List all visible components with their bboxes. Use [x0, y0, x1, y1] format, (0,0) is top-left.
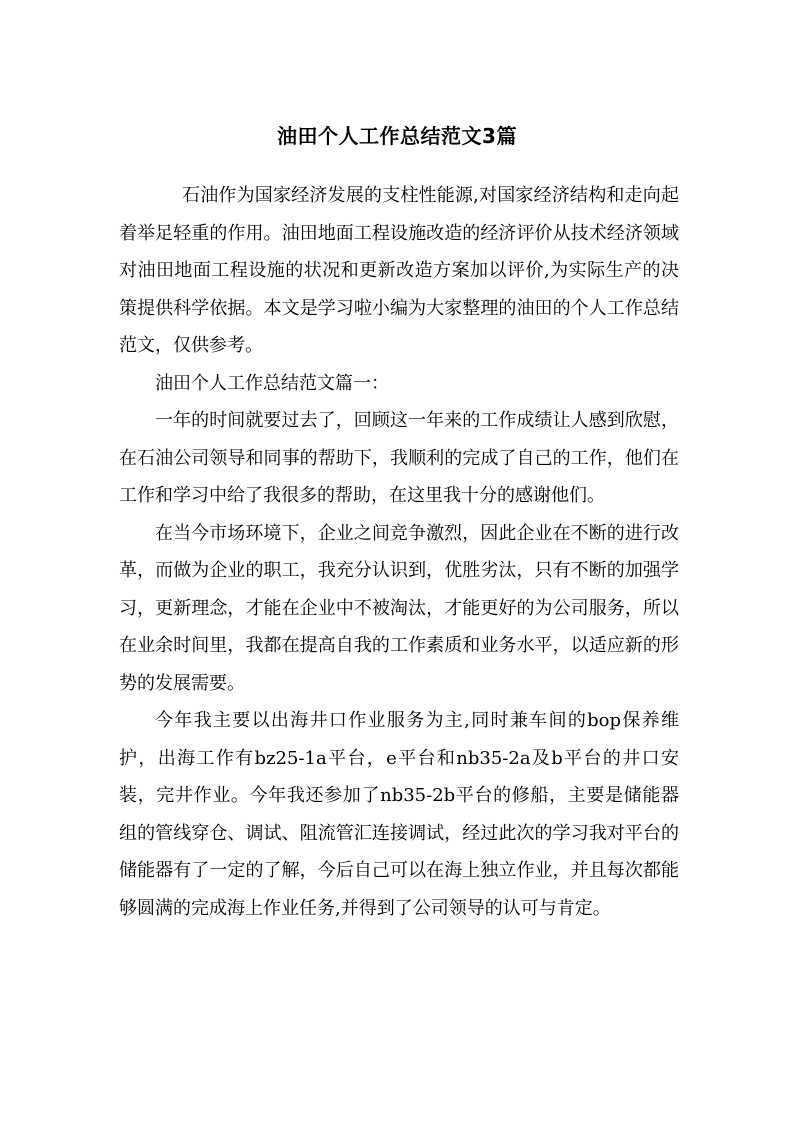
- body-paragraph: 在当今市场环境下，企业之间竞争激烈，因此企业在不断的进行改革，而做为企业的职工，我充分认识到，优胜劣汰，只有不断的加强学习，更新理念，才能在企业中不被淘汰，才能更好的为公司服务，所以在业余时间里，我都在提高自我的工作素质和业务水平，以适应新的形势的发展需要。: [119, 522, 679, 694]
- document-body: [119, 177, 679, 927]
- body-paragraph: 今年我主要以出海井口作业服务为主,同时兼车间的bop保养维护，出海工作有bz25-1a平台，e平台和nb35-2a及b平台的井口安装，完井作业。今年我还参加了nb35-2b平台的修船，主要是储能器组的管线穿仓、调试、阻流管汇连接调试，经过此次的学习我对平台的储能器有了一定的了解，今后自己可以在海上独立作业，并且每次都能够圆满的完成海上作业任务,并得到了公司领导的认可与肯定。: [119, 710, 679, 919]
- intro-paragraph: 石油作为国家经济发展的支柱性能源,对国家经济结构和走向起着举足轻重的作用。油田地面工程设施改造的经济评价从技术经济领域对油田地面工程设施的状况和更新改造方案加以评价,为实际生产的决策提供科学依据。本文是学习啦小编为大家整理的油田的个人工作总结范文，仅供参考。: [119, 185, 679, 356]
- document-title: 油田个人工作总结范文3篇: [277, 124, 517, 148]
- section-heading: 油田个人工作总结范文篇一：: [155, 372, 389, 394]
- body-paragraph: 一年的时间就要过去了，回顾这一年来的工作成绩让人感到欣慰，在石油公司领导和同事的帮助下，我顺利的完成了自己的工作，他们在工作和学习中给了我很多的帮助，在这里我十分的感谢他们。: [119, 410, 679, 506]
